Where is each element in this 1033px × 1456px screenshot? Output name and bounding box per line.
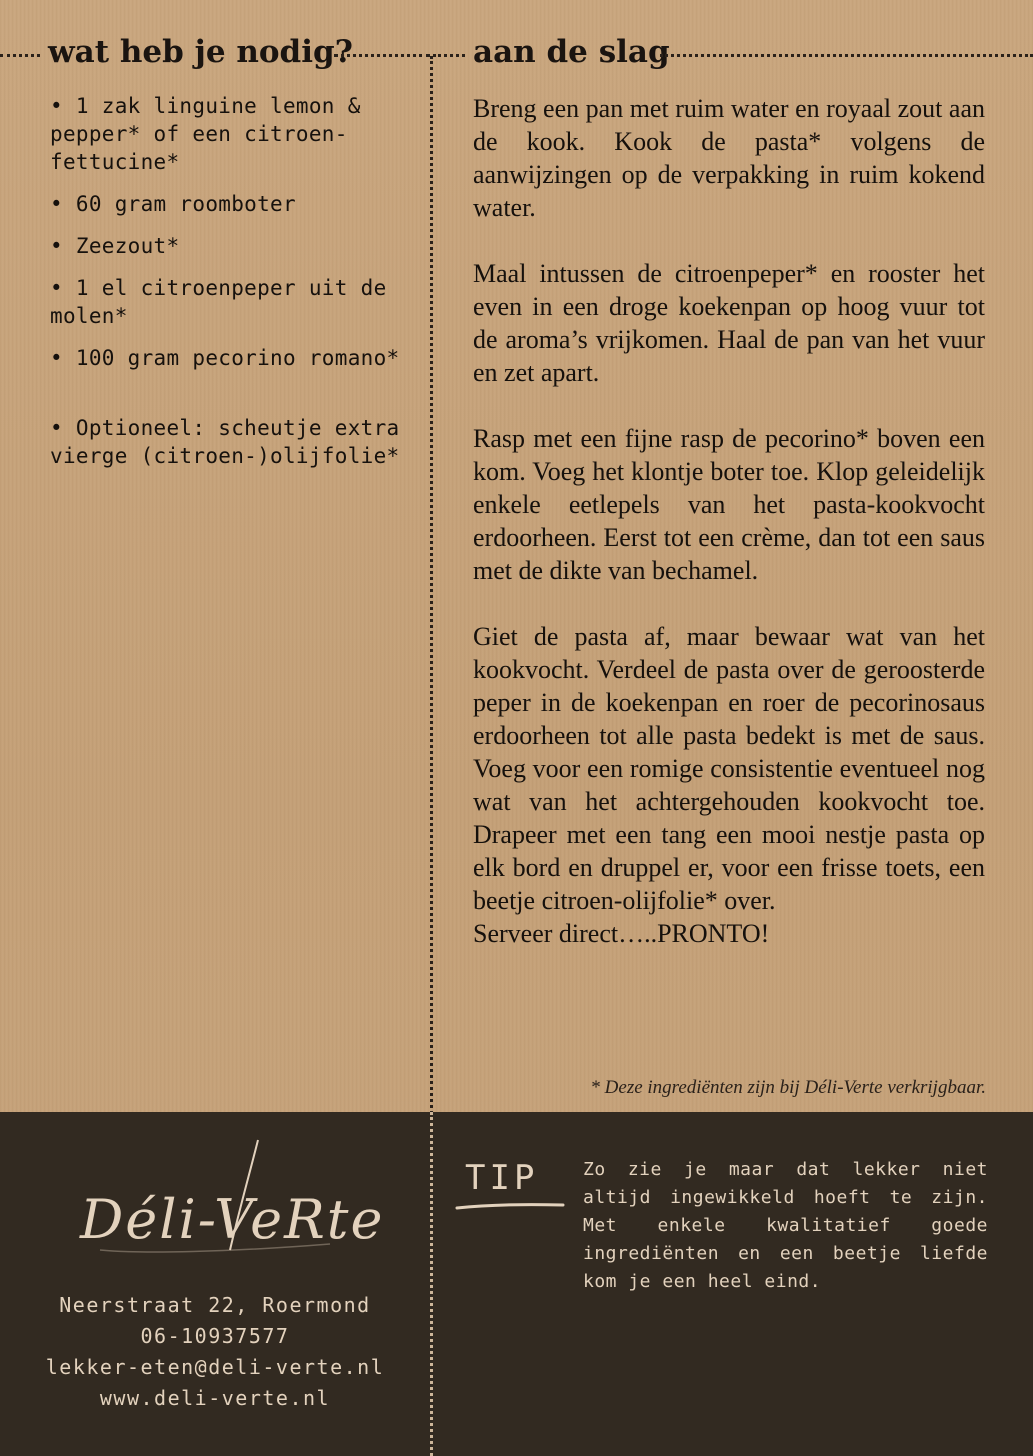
address-phone[interactable]: 06-10937577 xyxy=(140,1324,290,1348)
tip-underline-icon xyxy=(455,1200,565,1212)
ingredient-item: • 100 gram pecorino romano* xyxy=(50,346,400,370)
ingredients-list xyxy=(50,92,400,484)
method-heading: aan de slag xyxy=(473,34,670,70)
logo-text: Déli-VeRte xyxy=(80,1188,385,1251)
heading-rule-right-trail xyxy=(660,54,1033,57)
heading-rule-left-trail xyxy=(334,54,430,57)
tip-text: Zo zie je maar dat lekker niet altijd ingewikkeld hoeft te zijn. Met enkele kwalitatief goede ingrediënten en een beetje liefde kom je een heel eind. xyxy=(583,1159,988,1292)
method-paragraph: Giet de pasta af, maar bewaar wat van het kookvocht. Verdeel de pasta over de geroosterde peper in de koekenpan en roer de pecorinosaus erdoorheen tot alle pasta bedekt is met de saus. Voeg voor een romige consistentie eventueel nog wat van het achtergehouden kookvocht toe. Drapeer met een tang een mooi nestje pasta op elk bord en druppel er, voor een frisse toets, een beetje citroen-olijfolie* over. xyxy=(473,622,985,915)
method-paragraph: Breng een pan met ruim water en royaal zout aan de kook. Kook de pasta* volgens de aanwijzingen op de verpakking in ruim kokend water. xyxy=(473,94,985,222)
heading-rule-left-lead xyxy=(0,54,40,57)
method-paragraph: Maal intussen de citroenpeper* en rooster het even in een droge koekenpan op hoog vuur tot de aroma’s vrijkomen. Haal de pan van het vuur en zet apart. xyxy=(473,259,985,387)
address-email[interactable]: lekker-eten@deli-verte.nl xyxy=(45,1355,385,1379)
brand-logo xyxy=(80,1132,385,1292)
contact-block xyxy=(30,1290,400,1414)
address-website[interactable]: www.deli-verte.nl xyxy=(99,1386,331,1410)
tip-label: TIP xyxy=(465,1158,539,1198)
method-paragraph: Rasp met een fijne rasp de pecorino* boven een kom. Voeg het klontje boter toe. Klop geleidelijk enkele eetlepels van het pasta-kookvocht erdoorheen. Eerst tot een crème, dan tot een saus met de dikte van bechamel. xyxy=(473,424,985,585)
ingredient-item: • Zeezout* xyxy=(50,234,180,258)
ingredient-item: • 60 gram roomboter xyxy=(50,192,296,216)
heading-rule-mid-lead xyxy=(433,54,465,57)
ingredients-heading: wat heb je nodig? xyxy=(48,34,353,70)
ingredient-item: • 1 zak linguine lemon & pepper* of een citroen-fettucine* xyxy=(50,94,361,174)
footnote: * Deze ingrediënten zijn bij Déli-Verte verkrijgbaar. xyxy=(590,1077,986,1098)
method-closing: Serveer direct…..PRONTO! xyxy=(473,919,770,948)
footer xyxy=(0,1112,1033,1456)
method-steps xyxy=(473,92,985,983)
ingredient-item: • 1 el citroenpeper uit de molen* xyxy=(50,276,387,328)
footer-divider xyxy=(430,1112,433,1456)
address-street: Neerstraat 22, Roermond xyxy=(59,1293,371,1317)
ingredient-item-optional: • Optioneel: scheutje extra vierge (citroen-)olijfolie* xyxy=(50,416,400,468)
